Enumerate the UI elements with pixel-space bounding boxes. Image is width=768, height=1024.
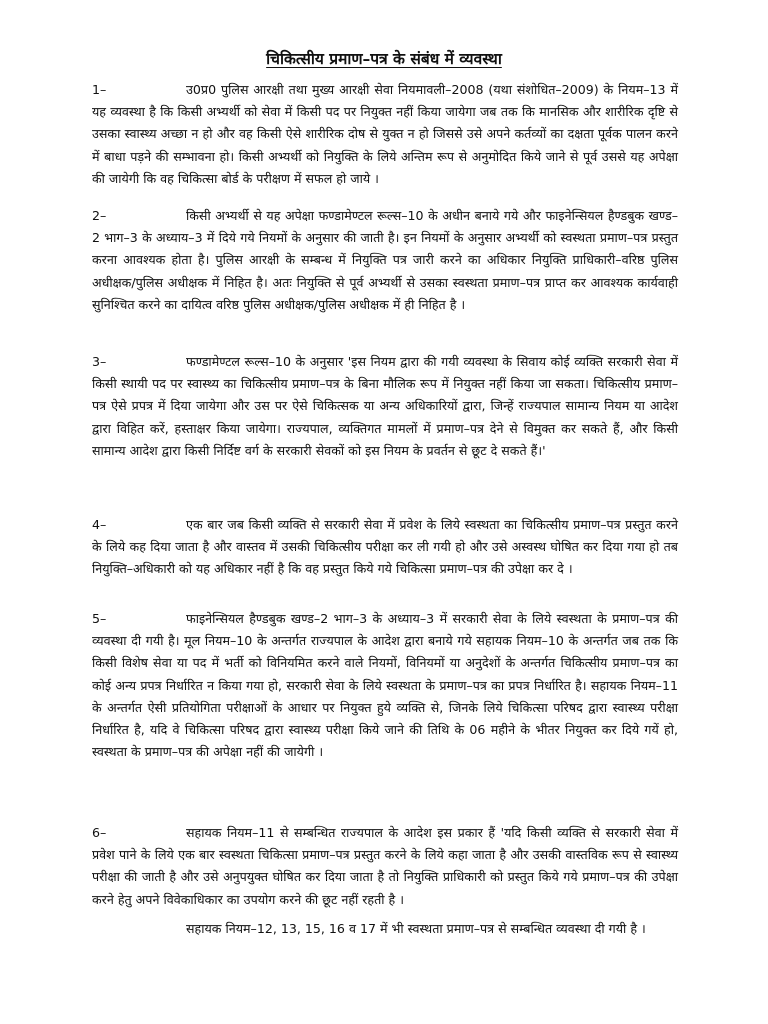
paragraph-5 [92, 608, 678, 763]
paragraph-1 [92, 79, 678, 190]
paragraph-number: 4– [92, 517, 107, 532]
document-title-text: चिकित्सीय प्रमाण–पत्र के संबंध में व्यवस्था [266, 50, 502, 68]
paragraph-text: सहायक नियम–12, 13, 15, 16 व 17 में भी स्वस्थता प्रमाण–पत्र से सम्बन्धित व्यवस्था दी गयी है । [186, 921, 646, 936]
paragraph-text: फण्डामेण्टल रूल्स–10 के अनुसार 'इस नियम द्वारा की गयी व्यवस्था के सिवाय कोई व्यक्ति सरकारी सेवा में किसी स्थायी पद पर स्वास्थ्य का चिकित्सीय प्रमाण–पत्र के बिना मौलिक रूप में नियुक्त नहीं किया जा सकता। चिकित्सीय प्रमाण–पत्र ऐसे प्रपत्र में दिया जायेगा और उस पर ऐसे चिकित्सक या अन्य अधिकारियों द्वारा, जिन्हें राज्यपाल सामान्य नियम या आदेश द्वारा विहित करें, हस्ताक्षर किया जायेगा। राज्यपाल, व्यक्तिगत मामलों में प्रमाण–पत्र देने से विमुक्त कर सकते हैं, और किसी सामान्य आदेश द्वारा किसी निर्दिष्ट वर्ग के सरकारी सेवकों को इस नियम के प्रवर्तन से छूट दे सकते हैं।' [92, 354, 678, 458]
paragraph-6 [92, 822, 678, 911]
paragraph-text: फाइनेन्सियल हैण्डबुक खण्ड–2 भाग–3 के अध्याय–3 में सरकारी सेवा के लिये स्वस्थता के प्रमाण–पत्र की व्यवस्था दी गयी है। मूल नियम–10 के अन्तर्गत राज्यपाल के आदेश द्वारा बनाये गये सहायक नियम–10 के अन्तर्गत जब तक कि किसी विशेष सेवा या पद में भर्ती को विनियमित करने वाले नियमों, विनियमों या अनुदेशों के अन्तर्गत चिकित्सीय प्रमाण–पत्र का कोई अन्य प्रपत्र निर्धारित न किया गया हो, सरकारी सेवा के लिये स्वस्थता के प्रमाण–पत्र का प्रपत्र निर्धारित है। सहायक नियम–11 के अन्तर्गत ऐसी प्रतियोगिता परीक्षाओं के आधार पर नियुक्त हुये व्यक्ति से, जिनके लिये चिकित्सा परिषद द्वारा स्वास्थ्य परीक्षा निर्धारित है, यदि वे चिकित्सा परिषद द्वारा स्वास्थ्य परीक्षा किये जाने की तिथि के 06 महीने के भीतर नियुक्त कर दिये गयें हो, स्वस्थता के प्रमाण–पत्र की अपेक्षा नहीं की जायेगी । [92, 611, 678, 760]
paragraph-text: उ0प्र0 पुलिस आरक्षी तथा मुख्य आरक्षी सेवा नियमावली–2008 (यथा संशोधित–2009) के नियम–13 में यह व्यवस्था है कि किसी अभ्यर्थी को सेवा में किसी पद पर नियुक्त नहीं किया जायेगा जब तक कि मानसिक और शारीरिक दृष्टि से उसका स्वास्थ्य अच्छा न हो और वह किसी ऐसे शारीरिक दोष से युक्त न हो जिससे उसे अपने कर्तव्यों का दक्षता पूर्वक पालन करने में बाधा पड़ने की सम्भावना हो। किसी अभ्यर्थी को नियुक्ति के लिये अन्तिम रूप से अनुमोदित किये जाने से पूर्व उससे यह अपेक्षा की जायेगी कि वह चिकित्सा बोर्ड के परीक्षण में सफल हो जाये । [92, 82, 678, 186]
document-title [0, 46, 768, 72]
paragraph-7 [92, 918, 678, 940]
paragraph-2 [92, 205, 678, 316]
paragraph-text: किसी अभ्यर्थी से यह अपेक्षा फण्डामेण्टल रूल्स–10 के अधीन बनाये गये और फाइनेन्सियल हैण्डबुक खण्ड–2 भाग–3 के अध्याय–3 में दिये गये नियमों के अनुसार की जाती है। इन नियमों के अनुसार अभ्यर्थी को स्वस्थता प्रमाण–पत्र प्रस्तुत करना आवश्यक होता है। पुलिस आरक्षी के सम्बन्ध में नियुक्ति पत्र जारी करने का अधिकार नियुक्ति प्राधिकारी–वरिष्ठ पुलिस अधीक्षक/पुलिस अधीक्षक में निहित है। अतः नियुक्ति से पूर्व अभ्यर्थी से उसका स्वस्थता प्रमाण–पत्र प्राप्त कर आवश्यक कार्यवाही सुनिश्चित करने का दायित्व वरिष्ठ पुलिस अधीक्षक/पुलिस अधीक्षक में ही निहित है । [92, 208, 678, 312]
paragraph-number: 2– [92, 208, 107, 223]
paragraph-number: 3– [92, 354, 107, 369]
paragraph-3 [92, 351, 678, 462]
paragraph-number: 1– [92, 82, 107, 97]
paragraph-text: सहायक नियम–11 से सम्बन्धित राज्यपाल के आदेश इस प्रकार हैं 'यदि किसी व्यक्ति से सरकारी सेवा में प्रवेश पाने के लिये एक बार स्वस्थता चिकित्सा प्रमाण–पत्र प्रस्तुत करने के लिये कहा जाता है और उसकी वास्तविक रूप से स्वास्थ्य परीक्षा की जाती है और उसे अनुपयुक्त घोषित कर दिया जाता है तो नियुक्ति प्राधिकारी को प्रस्तुत किये गये प्रमाण–पत्र की उपेक्षा करने हेतु अपने विवेकाधिकार का उपयोग करने की छूट नहीं रहती है । [92, 825, 678, 907]
paragraph-4 [92, 514, 678, 581]
paragraph-number: 6– [92, 825, 107, 840]
paragraph-number: 5– [92, 611, 107, 626]
paragraph-text: एक बार जब किसी व्यक्ति से सरकारी सेवा में प्रवेश के लिये स्वस्थता का चिकित्सीय प्रमाण–पत्र प्रस्तुत करने के लिये कह दिया जाता है और वास्तव में उसकी चिकित्सीय परीक्षा कर ली गयी हो और उसे अस्वस्थ घोषित कर दिया गया हो तब नियुक्ति–अधिकारी को यह अधिकार नहीं है कि वह प्रस्तुत किये गये चिकित्सा प्रमाण–पत्र की उपेक्षा कर दे । [92, 517, 678, 577]
